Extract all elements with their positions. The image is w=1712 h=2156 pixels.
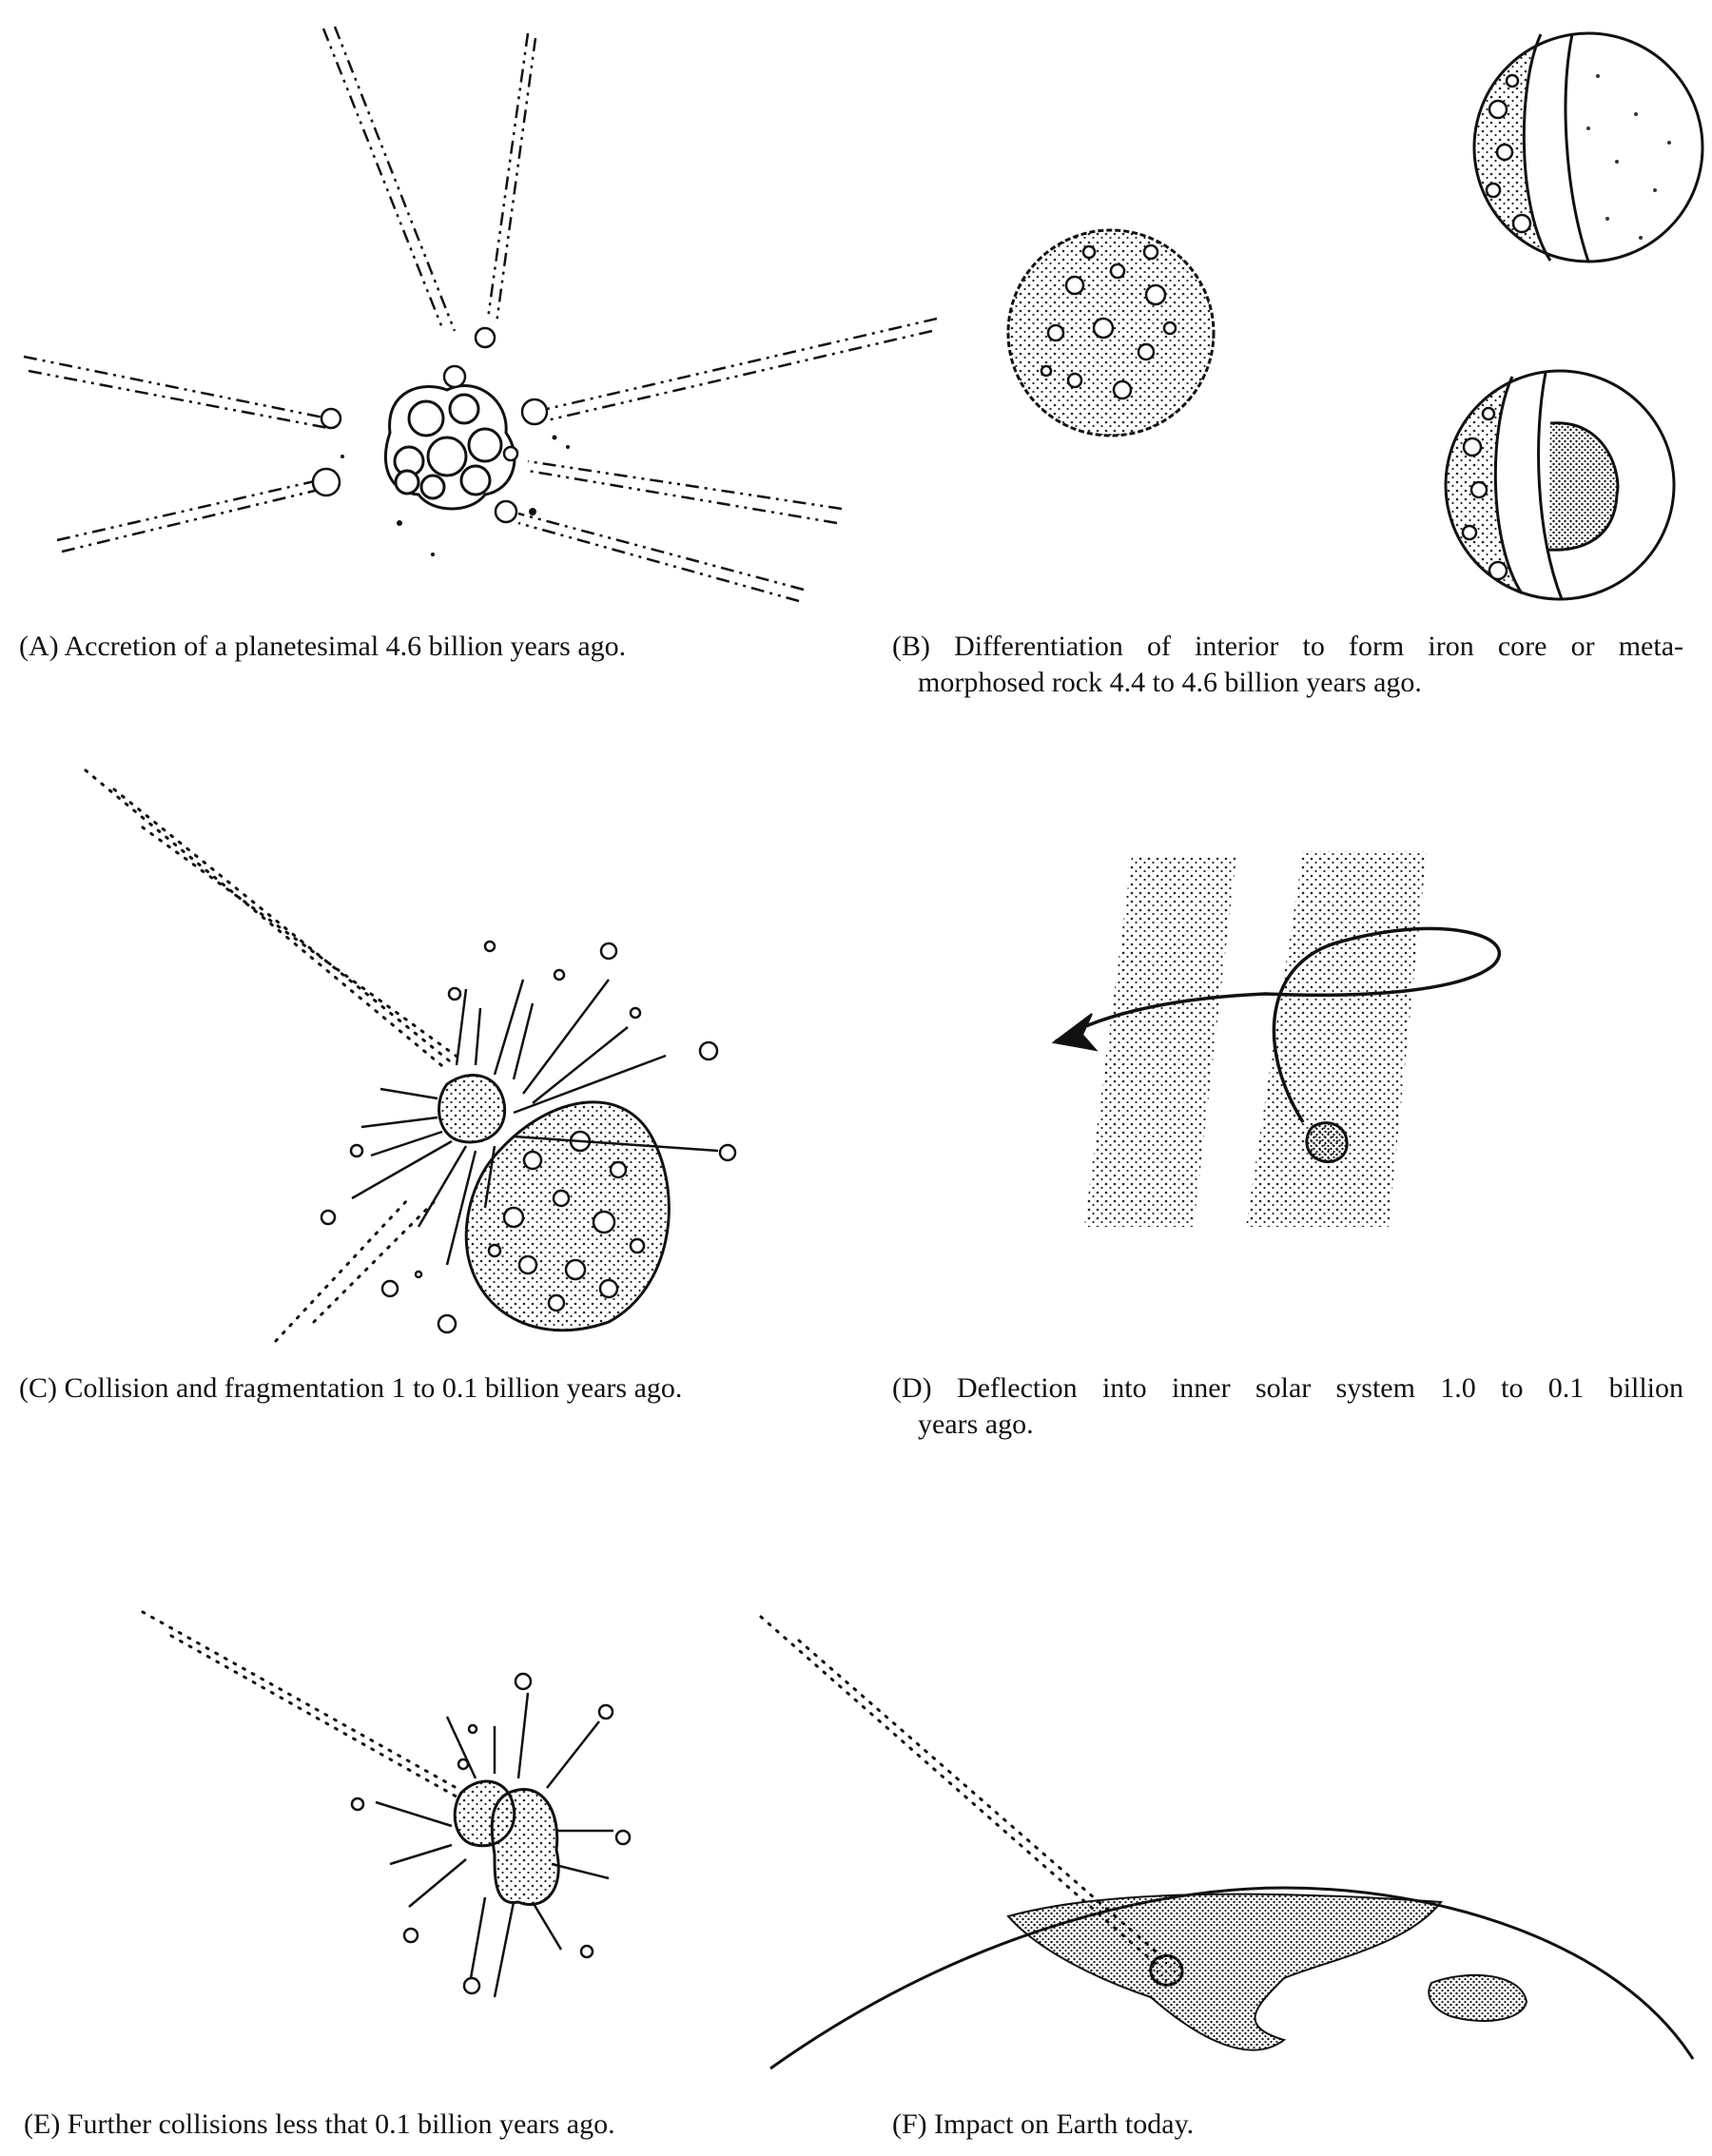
panel-e-illustration [143, 1612, 630, 1997]
deflection-arrowhead [1054, 1014, 1096, 1050]
panel-f-illustration [761, 1617, 1693, 2069]
panel-f-meteoroid [1151, 1955, 1182, 1985]
caption-d [892, 1370, 1683, 1407]
caption-d-line-2: years ago. [918, 1408, 1034, 1440]
panel-c-illustration [86, 770, 735, 1341]
large-parent-body [466, 1102, 669, 1331]
caption-f [892, 2107, 1194, 2143]
caption-b-cont [892, 665, 1422, 701]
planetesimal-cluster [385, 386, 515, 509]
panel-a-illustration [24, 27, 937, 601]
caption-b [892, 629, 1683, 665]
caption-a [19, 629, 626, 665]
caption-c-line-1: (C) Collision and fragmentation 1 to 0.1 billion years ago. [19, 1372, 683, 1404]
caption-b-line-2: morphosed rock 4.4 to 4.6 billion years ago. [918, 667, 1422, 698]
caption-a-line-1: (A) Accretion of a planetesimal 4.6 billion years ago. [19, 631, 627, 662]
differentiated-body-metamorphosed [1427, 29, 1702, 266]
panel-d-illustration [1054, 851, 1499, 1227]
caption-f-line-1: (F) Impact on Earth today. [892, 2108, 1195, 2140]
caption-c [19, 1370, 682, 1407]
undifferentiated-body [1008, 230, 1214, 436]
island [1429, 1975, 1527, 2021]
panel-b-illustration [1008, 29, 1702, 599]
panel-d-meteoroid [1307, 1123, 1347, 1162]
caption-d-cont [892, 1407, 1034, 1443]
caption-d-line-1: (D) Deflection into inner solar system 1.0 to 0.1 billion [892, 1372, 1683, 1404]
panel-e-fragments-cluster [455, 1781, 558, 1905]
caption-e-line-1: (E) Further collisions less that 0.1 billion years ago. [24, 2108, 615, 2140]
panel-a-streaks [24, 27, 937, 601]
caption-e [24, 2107, 615, 2143]
asteroid-belt-band-left [1084, 856, 1236, 1227]
panel-c-incoming-trail [86, 770, 462, 1341]
caption-b-line-1: (B) Differentiation of interior to form iron core or meta- [892, 631, 1683, 662]
panel-c-impactor [439, 1075, 505, 1141]
differentiated-body-iron-core [1436, 371, 1674, 599]
continent [1008, 1894, 1441, 2050]
